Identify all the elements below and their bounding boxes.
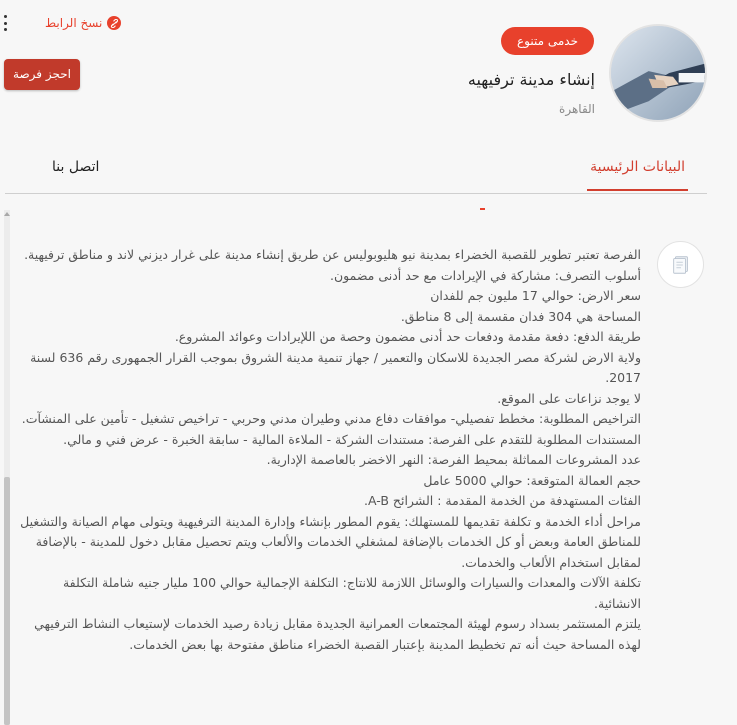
- tab-bar: [5, 150, 707, 194]
- description-line: الفرصة تعتبر تطوير للقصبة الخضراء بمدينة نيو هليوبوليس عن طريق إنشاء مدينة على غرار ديزني لاند و مناطق ترفيهية.: [24, 247, 641, 262]
- opportunity-header: [0, 0, 737, 195]
- description-line: لا يوجد نزاعات على الموقع.: [497, 390, 641, 406]
- description-line: مراحل أداء الخدمة و تكلفة تقديمها للمستهلك: يقوم المطور بإنشاء وإدارة المدينة الترفيهية ويتولى مهام الصيانة والتشغيل للمناطق العامة وبعض أو كل الخدمات بالإضافة لمشغلي الخدمات والألعاب ويتم تحصيل مقابل دخول للمدينة - بالإضافة لمقابل استخدام الألعاب والخدمات.: [20, 513, 641, 570]
- menu-dot: [4, 22, 7, 25]
- description-line: عدد المشروعات المماثلة بمحيط الفرصة: النهر الاخضر بالعاصمة الإدارية.: [266, 452, 641, 467]
- opportunity-description: [17, 245, 641, 655]
- description-line: تكلفة الآلات والمعدات والسيارات والوسائل اللازمة للانتاج: التكلفة الإجمالية حوالي 100 مليار جنيه شاملة التكلفة الانشائية.: [62, 575, 641, 611]
- tab-main-data[interactable]: البيانات الرئيسية: [590, 159, 685, 175]
- handshake-image: [611, 26, 705, 120]
- location-label: القاهرة: [559, 102, 595, 116]
- description-line: المستندات المطلوبة للتقدم على الفرصة: مستندات الشركة - الملاءة المالية - سابقة الخبرة - عرض فني و مالي.: [63, 431, 641, 447]
- tab-contact-us[interactable]: اتصل بنا: [52, 159, 100, 175]
- scroll-up-arrow-icon[interactable]: [4, 212, 10, 216]
- description-line: الفئات المستهدفة من الخدمة المقدمة : الشرائح A-B.: [364, 493, 641, 508]
- description-line: طريقة الدفع: دفعة مقدمة ودفعات حد أدنى مضمون وحصة من اللإيرادات وعوائد المشروع.: [174, 329, 641, 344]
- menu-dot: [4, 28, 7, 31]
- page-title: إنشاء مدينة ترفيهيه: [467, 70, 595, 89]
- category-badge: خدمى متنوع: [501, 27, 594, 55]
- opportunity-avatar: [609, 24, 707, 122]
- description-line: المساحة هي 304 فدان مقسمة إلى 8 مناطق.: [400, 308, 641, 324]
- more-options-icon[interactable]: [0, 13, 10, 33]
- menu-dot: [4, 15, 7, 18]
- description-line: أسلوب التصرف: مشاركة في الإيرادات مع حد أدنى مضمون.: [330, 267, 641, 283]
- scrollbar-thumb[interactable]: [4, 477, 10, 725]
- description-line: ولاية الارض لشركة مصر الجديدة للاسكان والتعمير / جهاز تنمية مدينة الشروق بموجب القرار الجمهورى رقم 636 لسنة 2017.: [30, 349, 641, 385]
- book-opportunity-button[interactable]: احجز فرصة: [4, 59, 80, 90]
- description-line: التراخيص المطلوبة: مخطط تفصيلي- موافقات دفاع مدني وطيران مدني وحربي - تراخيص تشغيل - تأمين على المنشآت.: [21, 411, 641, 426]
- copy-link-button[interactable]: [45, 13, 121, 33]
- description-line: يلتزم المستثمر بسداد رسوم لهيئة المجتمعات العمرانية الجديدة مقابل زيادة رصيد الخدمات لإستيعاب النشاط الترفيهي لهذه المساحة حيث أنه تم تخطيط المدينة بإعتبار القصبة الخضراء مناطق مفتوحة بها بعض الخدمات.: [34, 616, 641, 652]
- copy-link-label: نسخ الرابط: [45, 16, 103, 30]
- document-icon: [657, 241, 704, 288]
- link-icon: [107, 16, 121, 30]
- section-marker: [480, 208, 485, 210]
- description-line: حجم العمالة المتوقعة: حوالي 5000 عامل: [423, 472, 641, 488]
- description-line: سعر الارض: حوالي 17 مليون جم للفدان: [430, 288, 641, 303]
- main-content: [0, 195, 737, 725]
